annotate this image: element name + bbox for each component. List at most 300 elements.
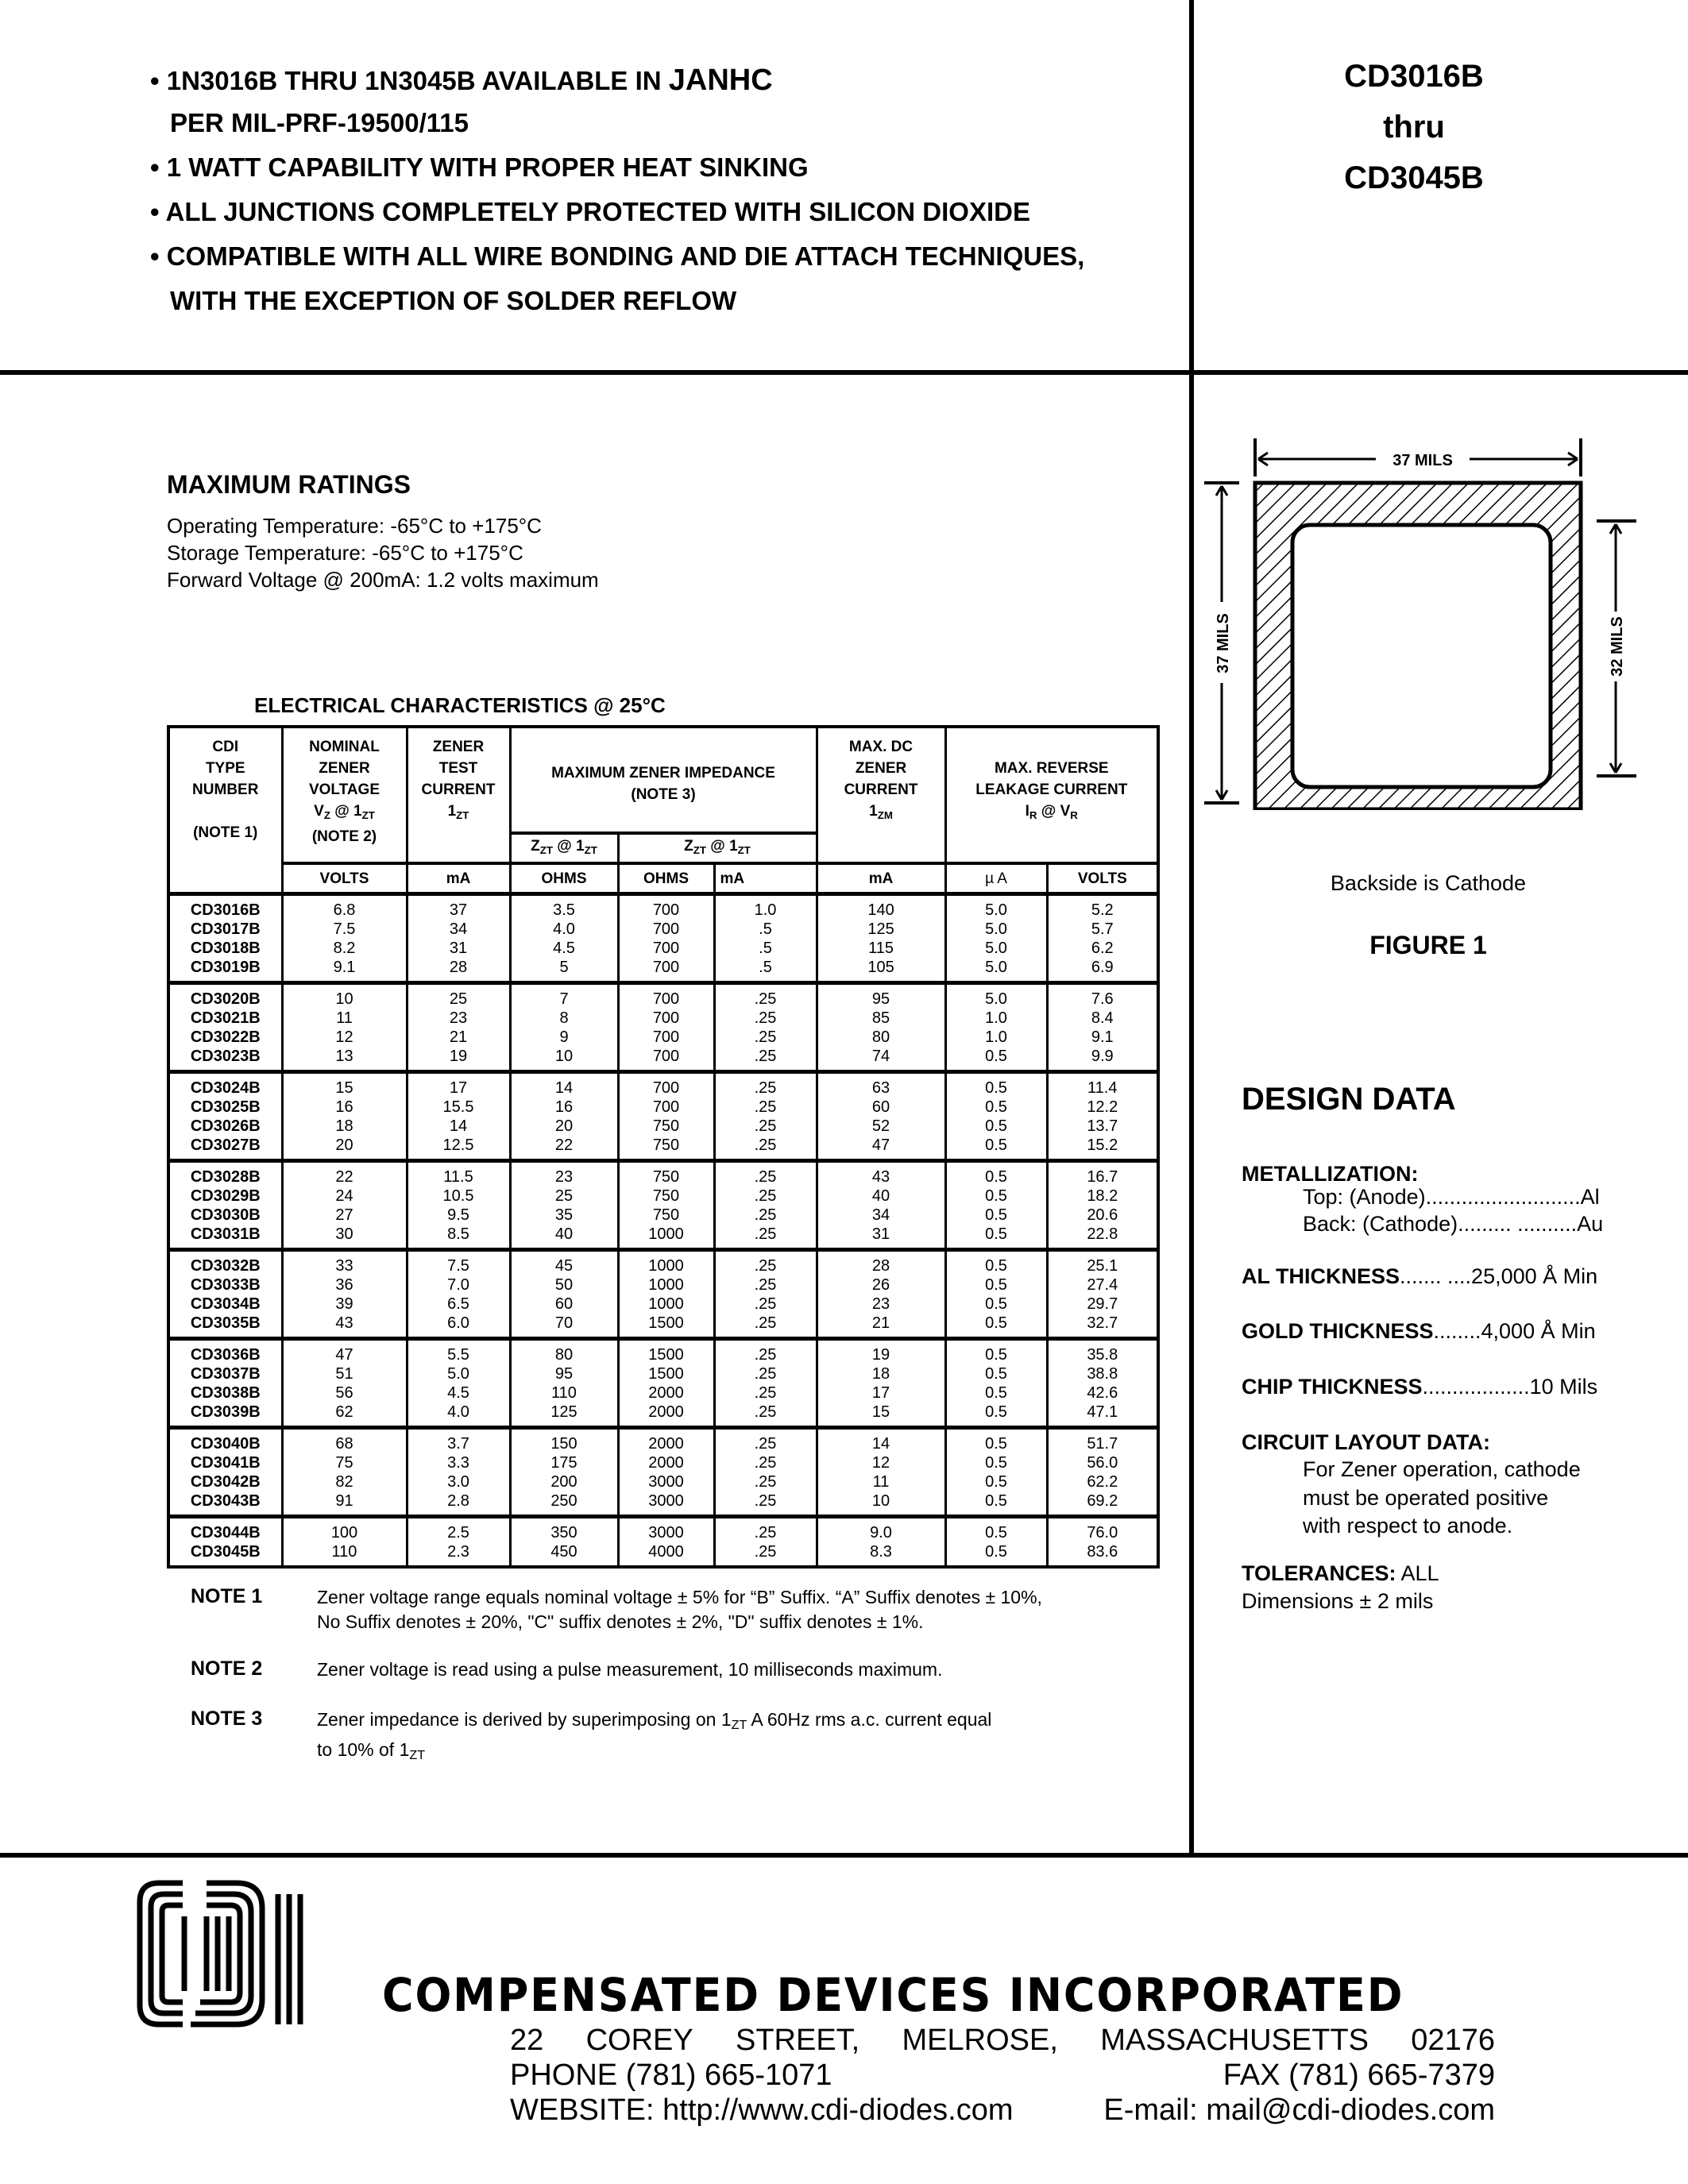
cell-type-number: CD3022B bbox=[168, 1028, 282, 1047]
table-cell: 140 bbox=[817, 894, 945, 920]
table-cell: 11 bbox=[817, 1472, 945, 1491]
table-cell: 31 bbox=[407, 939, 510, 958]
table-cell: 60 bbox=[510, 1295, 618, 1314]
table-cell: .25 bbox=[714, 1117, 817, 1136]
table-cell: 2000 bbox=[618, 1453, 714, 1472]
company-name: COMPENSATED DEVICES INCORPORATED bbox=[382, 1968, 1404, 2022]
row-group bbox=[168, 1250, 1158, 1339]
table-cell: 22.8 bbox=[1047, 1225, 1158, 1250]
table-row bbox=[168, 1117, 1158, 1136]
table-cell: 83.6 bbox=[1047, 1542, 1158, 1567]
table-cell: .25 bbox=[714, 1383, 817, 1403]
table-cell: 28 bbox=[407, 958, 510, 983]
contact-phone-fax bbox=[510, 2059, 1495, 2093]
cell-type-number: CD3040B bbox=[168, 1428, 282, 1454]
footer-divider bbox=[0, 1853, 1688, 1858]
table-cell: 700 bbox=[618, 920, 714, 939]
table-cell: 3.5 bbox=[510, 894, 618, 920]
table-cell: 0.5 bbox=[945, 1187, 1047, 1206]
table-cell: 75 bbox=[282, 1453, 407, 1472]
table-cell: 9.0 bbox=[817, 1517, 945, 1543]
table-cell: 750 bbox=[618, 1136, 714, 1161]
table-cell: 200 bbox=[510, 1472, 618, 1491]
table-cell: 250 bbox=[510, 1491, 618, 1517]
table-cell: .25 bbox=[714, 1028, 817, 1047]
part-thru: thru bbox=[1383, 110, 1445, 145]
unit: mA bbox=[817, 863, 945, 894]
table-cell: 5.0 bbox=[407, 1364, 510, 1383]
table-cell: 0.5 bbox=[945, 1206, 1047, 1225]
table-cell: .25 bbox=[714, 1250, 817, 1276]
table-cell: 0.5 bbox=[945, 1275, 1047, 1295]
table-cell: 60 bbox=[817, 1098, 945, 1117]
table-cell: 42.6 bbox=[1047, 1383, 1158, 1403]
cell-type-number: CD3033B bbox=[168, 1275, 282, 1295]
cell-type-number: CD3045B bbox=[168, 1542, 282, 1567]
table-cell: 1000 bbox=[618, 1250, 714, 1276]
table-cell: 5 bbox=[510, 958, 618, 983]
table-cell: 7.5 bbox=[282, 920, 407, 939]
max-ratings-title: MAXIMUM RATINGS bbox=[167, 470, 411, 499]
table-cell: 18 bbox=[282, 1117, 407, 1136]
table-cell: .25 bbox=[714, 1472, 817, 1491]
table-cell: 700 bbox=[618, 1098, 714, 1117]
table-cell: 76.0 bbox=[1047, 1517, 1158, 1543]
row-group bbox=[168, 894, 1158, 983]
table-cell: 56 bbox=[282, 1383, 407, 1403]
circuit-line: with respect to anode. bbox=[1303, 1514, 1513, 1538]
table-row bbox=[168, 1428, 1158, 1454]
table-row bbox=[168, 1517, 1158, 1543]
row-group bbox=[168, 1517, 1158, 1568]
table-row bbox=[168, 1383, 1158, 1403]
table-cell: 0.5 bbox=[945, 1339, 1047, 1365]
table-cell: 17 bbox=[817, 1383, 945, 1403]
table-cell: 18 bbox=[817, 1364, 945, 1383]
table-cell: 5.0 bbox=[945, 983, 1047, 1009]
table-cell: 1000 bbox=[618, 1275, 714, 1295]
col-header-zzk: $Z_{ZT}$ @ $1_{ZT}$ bbox=[618, 833, 817, 863]
table-cell: 350 bbox=[510, 1517, 618, 1543]
table-cell: 0.5 bbox=[945, 1472, 1047, 1491]
table-cell: .25 bbox=[714, 1491, 817, 1517]
table-cell: 0.5 bbox=[945, 1542, 1047, 1567]
table-cell: 4000 bbox=[618, 1542, 714, 1567]
part-number-to: CD3045B bbox=[1344, 160, 1484, 195]
table-row bbox=[168, 1250, 1158, 1276]
table-cell: 125 bbox=[510, 1403, 618, 1428]
table-cell: 29.7 bbox=[1047, 1295, 1158, 1314]
table-cell: 25 bbox=[407, 983, 510, 1009]
table-cell: 45 bbox=[510, 1250, 618, 1276]
table-cell: 22 bbox=[282, 1161, 407, 1187]
table-cell: 43 bbox=[282, 1314, 407, 1339]
tolerances: TOLERANCES: ALL bbox=[1242, 1561, 1439, 1585]
circuit-line: must be operated positive bbox=[1303, 1486, 1549, 1510]
table-cell: 2.5 bbox=[407, 1517, 510, 1543]
table-cell: 17 bbox=[407, 1072, 510, 1098]
figure-caption: Backside is Cathode bbox=[1330, 871, 1527, 895]
table-row bbox=[168, 1295, 1158, 1314]
table-cell: 14 bbox=[510, 1072, 618, 1098]
unit: VOLTS bbox=[1047, 863, 1158, 894]
row-group bbox=[168, 1161, 1158, 1250]
table-cell: .25 bbox=[714, 1314, 817, 1339]
table-row bbox=[168, 1491, 1158, 1517]
fax: FAX (781) 665-7379 bbox=[1223, 2059, 1495, 2092]
table-cell: 105 bbox=[817, 958, 945, 983]
table-cell: 23 bbox=[510, 1161, 618, 1187]
table-cell: 7.6 bbox=[1047, 983, 1158, 1009]
table-cell: .25 bbox=[714, 983, 817, 1009]
table-cell: 4.5 bbox=[510, 939, 618, 958]
table-cell: 100 bbox=[282, 1517, 407, 1543]
table-cell: 10 bbox=[510, 1047, 618, 1072]
table-cell: 33 bbox=[282, 1250, 407, 1276]
col-header-type: CDI TYPE NUMBER (NOTE 1) bbox=[168, 727, 282, 863]
inner-label: 32 MILS bbox=[1609, 616, 1626, 677]
note-label: NOTE 2 bbox=[191, 1657, 263, 1680]
table-cell: 14 bbox=[407, 1117, 510, 1136]
height-label: 37 MILS bbox=[1215, 613, 1232, 673]
table-row bbox=[168, 1542, 1158, 1567]
row-group bbox=[168, 983, 1158, 1072]
table-cell: 1500 bbox=[618, 1364, 714, 1383]
col-header-zzt: $Z_{ZT}$ @ $1_{ZT}$ bbox=[510, 833, 618, 863]
table-cell: 9.5 bbox=[407, 1206, 510, 1225]
table-cell: 40 bbox=[817, 1187, 945, 1206]
table-row bbox=[168, 1364, 1158, 1383]
table-row bbox=[168, 1314, 1158, 1339]
table-cell: 82 bbox=[282, 1472, 407, 1491]
table-cell: 6.5 bbox=[407, 1295, 510, 1314]
table-cell: 35.8 bbox=[1047, 1339, 1158, 1365]
cell-type-number: CD3027B bbox=[168, 1136, 282, 1161]
table-cell: 16 bbox=[282, 1098, 407, 1117]
table-cell: 37 bbox=[407, 894, 510, 920]
col-header-test-current: ZENER TEST CURRENT $1_{ZT}$ bbox=[407, 727, 510, 863]
table-cell: .25 bbox=[714, 1364, 817, 1383]
cell-type-number: CD3016B bbox=[168, 894, 282, 920]
cell-type-number: CD3043B bbox=[168, 1491, 282, 1517]
table-row bbox=[168, 1453, 1158, 1472]
table-cell: 20 bbox=[510, 1117, 618, 1136]
unit: VOLTS bbox=[282, 863, 407, 894]
table-cell: 0.5 bbox=[945, 1072, 1047, 1098]
table-cell: 50 bbox=[510, 1275, 618, 1295]
table-cell: 0.5 bbox=[945, 1453, 1047, 1472]
chip-thickness: CHIP THICKNESS..................10 Mils bbox=[1242, 1375, 1598, 1399]
table-cell: 6.9 bbox=[1047, 958, 1158, 983]
table-cell: 5.7 bbox=[1047, 920, 1158, 939]
table-cell: 700 bbox=[618, 958, 714, 983]
table-cell: .25 bbox=[714, 1542, 817, 1567]
feature-bullet: • COMPATIBLE WITH ALL WIRE BONDING AND DIE ATTACH TECHNIQUES, bbox=[150, 241, 1085, 271]
cell-type-number: CD3023B bbox=[168, 1047, 282, 1072]
rating-line: Operating Temperature: -65°C to +175°C bbox=[167, 514, 542, 538]
table-cell: 4.5 bbox=[407, 1383, 510, 1403]
table-cell: 80 bbox=[817, 1028, 945, 1047]
table-row bbox=[168, 1009, 1158, 1028]
table-cell: 70 bbox=[510, 1314, 618, 1339]
table-cell: 47 bbox=[282, 1339, 407, 1365]
table-cell: 24 bbox=[282, 1187, 407, 1206]
table-cell: 51 bbox=[282, 1364, 407, 1383]
table-cell: .25 bbox=[714, 1009, 817, 1028]
cell-type-number: CD3018B bbox=[168, 939, 282, 958]
table-cell: .25 bbox=[714, 1453, 817, 1472]
table-cell: 7.0 bbox=[407, 1275, 510, 1295]
email-link[interactable]: E-mail: mail@cdi-diodes.com bbox=[1103, 2093, 1495, 2127]
header-divider bbox=[0, 370, 1688, 375]
table-cell: 1000 bbox=[618, 1295, 714, 1314]
table-cell: 700 bbox=[618, 1009, 714, 1028]
gold-thickness: GOLD THICKNESS........4,000 Å Min bbox=[1242, 1319, 1596, 1343]
table-cell: 750 bbox=[618, 1187, 714, 1206]
table-cell: 7 bbox=[510, 983, 618, 1009]
rating-line: Storage Temperature: -65°C to +175°C bbox=[167, 541, 523, 565]
table-cell: 0.5 bbox=[945, 1047, 1047, 1072]
phone: PHONE (781) 665-1071 bbox=[510, 2059, 832, 2092]
table-cell: 62 bbox=[282, 1403, 407, 1428]
table-cell: 52 bbox=[817, 1117, 945, 1136]
website-link[interactable]: WEBSITE: http://www.cdi-diodes.com bbox=[510, 2093, 1014, 2127]
table-cell: 16 bbox=[510, 1098, 618, 1117]
table-cell: 11.5 bbox=[407, 1161, 510, 1187]
feature-bullet: PER MIL-PRF-19500/115 bbox=[170, 108, 469, 137]
table-cell: 38.8 bbox=[1047, 1364, 1158, 1383]
table-cell: 1500 bbox=[618, 1314, 714, 1339]
table-cell: 22 bbox=[510, 1136, 618, 1161]
table-cell: 31 bbox=[817, 1225, 945, 1250]
table-cell: 700 bbox=[618, 939, 714, 958]
cell-type-number: CD3036B bbox=[168, 1339, 282, 1365]
table-cell: 0.5 bbox=[945, 1117, 1047, 1136]
cell-type-number: CD3020B bbox=[168, 983, 282, 1009]
al-thickness: AL THICKNESS....... ....25,000 Å Min bbox=[1242, 1264, 1598, 1288]
cell-type-number: CD3030B bbox=[168, 1206, 282, 1225]
table-cell: 9.1 bbox=[1047, 1028, 1158, 1047]
table-cell: 2000 bbox=[618, 1403, 714, 1428]
table-cell: 1.0 bbox=[714, 894, 817, 920]
table-row bbox=[168, 894, 1158, 920]
table-cell: 62.2 bbox=[1047, 1472, 1158, 1491]
note-text: Zener voltage range equals nominal voltage ± 5% for “B” Suffix. “A” Suffix denotes ± 10%, No Suffix denotes ± 20%, "C" suffix denotes ± 2%, "D" suffix denotes ± 1%. bbox=[317, 1587, 1042, 1632]
table-cell: 11.4 bbox=[1047, 1072, 1158, 1098]
table-cell: 110 bbox=[510, 1383, 618, 1403]
table-cell: 13 bbox=[282, 1047, 407, 1072]
table-cell: 13.7 bbox=[1047, 1117, 1158, 1136]
cell-type-number: CD3039B bbox=[168, 1403, 282, 1428]
unit: mA bbox=[714, 863, 817, 894]
die-dimension-figure bbox=[1192, 429, 1668, 810]
table-cell: 3.0 bbox=[407, 1472, 510, 1491]
table-cell: 700 bbox=[618, 1072, 714, 1098]
table-cell: 1.0 bbox=[945, 1009, 1047, 1028]
table-cell: .5 bbox=[714, 939, 817, 958]
table-cell: 40 bbox=[510, 1225, 618, 1250]
row-group bbox=[168, 1428, 1158, 1517]
table-cell: 21 bbox=[407, 1028, 510, 1047]
table-row bbox=[168, 1275, 1158, 1295]
table-cell: .25 bbox=[714, 1295, 817, 1314]
table-cell: 2000 bbox=[618, 1383, 714, 1403]
table-cell: 26 bbox=[817, 1275, 945, 1295]
cell-type-number: CD3035B bbox=[168, 1314, 282, 1339]
table-cell: 5.0 bbox=[945, 894, 1047, 920]
dimensions-tolerance: Dimensions ± 2 mils bbox=[1242, 1589, 1434, 1613]
table-cell: 30 bbox=[282, 1225, 407, 1250]
table-row bbox=[168, 1047, 1158, 1072]
table-cell: 4.0 bbox=[407, 1403, 510, 1428]
table-cell: 750 bbox=[618, 1161, 714, 1187]
table-cell: 47 bbox=[817, 1136, 945, 1161]
table-cell: 7.5 bbox=[407, 1250, 510, 1276]
unit: µ A bbox=[945, 863, 1047, 894]
die-pad bbox=[1292, 525, 1551, 787]
table-cell: 3.7 bbox=[407, 1428, 510, 1454]
table-cell: 80 bbox=[510, 1339, 618, 1365]
table-cell: 34 bbox=[817, 1206, 945, 1225]
table-cell: 8.3 bbox=[817, 1542, 945, 1567]
cell-type-number: CD3019B bbox=[168, 958, 282, 983]
table-cell: .5 bbox=[714, 958, 817, 983]
table-cell: .25 bbox=[714, 1428, 817, 1454]
table-row bbox=[168, 939, 1158, 958]
table-cell: 10.5 bbox=[407, 1187, 510, 1206]
rating-line: Forward Voltage @ 200mA: 1.2 volts maximum bbox=[167, 568, 599, 592]
table-cell: 32.7 bbox=[1047, 1314, 1158, 1339]
table-cell: 25.1 bbox=[1047, 1250, 1158, 1276]
table-cell: 2000 bbox=[618, 1428, 714, 1454]
table-cell: 47.1 bbox=[1047, 1403, 1158, 1428]
vertical-divider bbox=[1189, 0, 1194, 1857]
table-cell: 3000 bbox=[618, 1472, 714, 1491]
table-cell: 700 bbox=[618, 894, 714, 920]
table-cell: .25 bbox=[714, 1098, 817, 1117]
table-row bbox=[168, 983, 1158, 1009]
table-row bbox=[168, 920, 1158, 939]
table-cell: .5 bbox=[714, 920, 817, 939]
table-cell: 12.2 bbox=[1047, 1098, 1158, 1117]
table-cell: .25 bbox=[714, 1047, 817, 1072]
table-row bbox=[168, 1225, 1158, 1250]
table-cell: 0.5 bbox=[945, 1403, 1047, 1428]
table-cell: 700 bbox=[618, 1047, 714, 1072]
metallization-back: Back: (Cathode)......... ..........Au bbox=[1303, 1212, 1604, 1236]
electrical-characteristics-table bbox=[167, 725, 1160, 1569]
cell-type-number: CD3026B bbox=[168, 1117, 282, 1136]
cell-type-number: CD3029B bbox=[168, 1187, 282, 1206]
table-cell: 0.5 bbox=[945, 1314, 1047, 1339]
electrical-characteristics-title: ELECTRICAL CHARACTERISTICS @ 25°C bbox=[254, 693, 666, 717]
table-cell: 14 bbox=[817, 1428, 945, 1454]
table-cell: 36 bbox=[282, 1275, 407, 1295]
unit: mA bbox=[407, 863, 510, 894]
table-cell: 69.2 bbox=[1047, 1491, 1158, 1517]
width-label: 37 MILS bbox=[1393, 452, 1453, 469]
table-cell: 125 bbox=[817, 920, 945, 939]
feature-bullet: • 1N3016B THRU 1N3045B AVAILABLE IN JANHC bbox=[150, 64, 773, 97]
table-cell: 19 bbox=[817, 1339, 945, 1365]
table-cell: 0.5 bbox=[945, 1136, 1047, 1161]
cell-type-number: CD3042B bbox=[168, 1472, 282, 1491]
unit: OHMS bbox=[618, 863, 714, 894]
table-cell: 12 bbox=[282, 1028, 407, 1047]
table-cell: 16.7 bbox=[1047, 1161, 1158, 1187]
table-cell: 0.5 bbox=[945, 1295, 1047, 1314]
table-cell: 11 bbox=[282, 1009, 407, 1028]
cell-type-number: CD3017B bbox=[168, 920, 282, 939]
table-cell: 10 bbox=[817, 1491, 945, 1517]
table-cell: 1500 bbox=[618, 1339, 714, 1365]
table-cell: 6.2 bbox=[1047, 939, 1158, 958]
table-cell: 1000 bbox=[618, 1225, 714, 1250]
table-cell: 15.5 bbox=[407, 1098, 510, 1117]
table-row bbox=[168, 1403, 1158, 1428]
table-cell: 27.4 bbox=[1047, 1275, 1158, 1295]
table-cell: 8.5 bbox=[407, 1225, 510, 1250]
cell-type-number: CD3024B bbox=[168, 1072, 282, 1098]
table-cell: 450 bbox=[510, 1542, 618, 1567]
table-cell: 20.6 bbox=[1047, 1206, 1158, 1225]
table-cell: .25 bbox=[714, 1517, 817, 1543]
table-cell: 1.0 bbox=[945, 1028, 1047, 1047]
table-cell: 8.4 bbox=[1047, 1009, 1158, 1028]
cell-type-number: CD3025B bbox=[168, 1098, 282, 1117]
table-cell: 15 bbox=[282, 1072, 407, 1098]
table-cell: 3.3 bbox=[407, 1453, 510, 1472]
table-cell: 28 bbox=[817, 1250, 945, 1276]
table-cell: 750 bbox=[618, 1206, 714, 1225]
table-cell: 18.2 bbox=[1047, 1187, 1158, 1206]
table-cell: 8 bbox=[510, 1009, 618, 1028]
note-label: NOTE 1 bbox=[191, 1585, 263, 1607]
table-cell: 0.5 bbox=[945, 1161, 1047, 1187]
table-cell: 0.5 bbox=[945, 1491, 1047, 1517]
table-cell: 150 bbox=[510, 1428, 618, 1454]
table-cell: 74 bbox=[817, 1047, 945, 1072]
col-header-dc-current: MAX. DC ZENER CURRENT $1_{ZM}$ bbox=[817, 727, 945, 863]
table-cell: 34 bbox=[407, 920, 510, 939]
col-header-impedance: MAXIMUM ZENER IMPEDANCE (NOTE 3) bbox=[510, 727, 817, 833]
table-cell: 9 bbox=[510, 1028, 618, 1047]
cell-type-number: CD3037B bbox=[168, 1364, 282, 1383]
table-cell: 6.0 bbox=[407, 1314, 510, 1339]
table-cell: .25 bbox=[714, 1187, 817, 1206]
table-row bbox=[168, 1161, 1158, 1187]
table-cell: .25 bbox=[714, 1339, 817, 1365]
metallization-top: Top: (Anode)..........................Al bbox=[1303, 1185, 1600, 1209]
table-cell: 12 bbox=[817, 1453, 945, 1472]
table-cell: 56.0 bbox=[1047, 1453, 1158, 1472]
table-cell: 0.5 bbox=[945, 1517, 1047, 1543]
table-cell: .25 bbox=[714, 1206, 817, 1225]
table-cell: 700 bbox=[618, 1028, 714, 1047]
table-cell: 12.5 bbox=[407, 1136, 510, 1161]
table-cell: 5.2 bbox=[1047, 894, 1158, 920]
table-row bbox=[168, 1028, 1158, 1047]
row-group bbox=[168, 1072, 1158, 1161]
table-cell: 51.7 bbox=[1047, 1428, 1158, 1454]
feature-bullet: • 1 WATT CAPABILITY WITH PROPER HEAT SINKING bbox=[150, 152, 809, 182]
table-cell: 63 bbox=[817, 1072, 945, 1098]
table-cell: .25 bbox=[714, 1225, 817, 1250]
table-row bbox=[168, 1472, 1158, 1491]
table-cell: 20 bbox=[282, 1136, 407, 1161]
table-cell: 5.0 bbox=[945, 939, 1047, 958]
table-cell: 23 bbox=[407, 1009, 510, 1028]
